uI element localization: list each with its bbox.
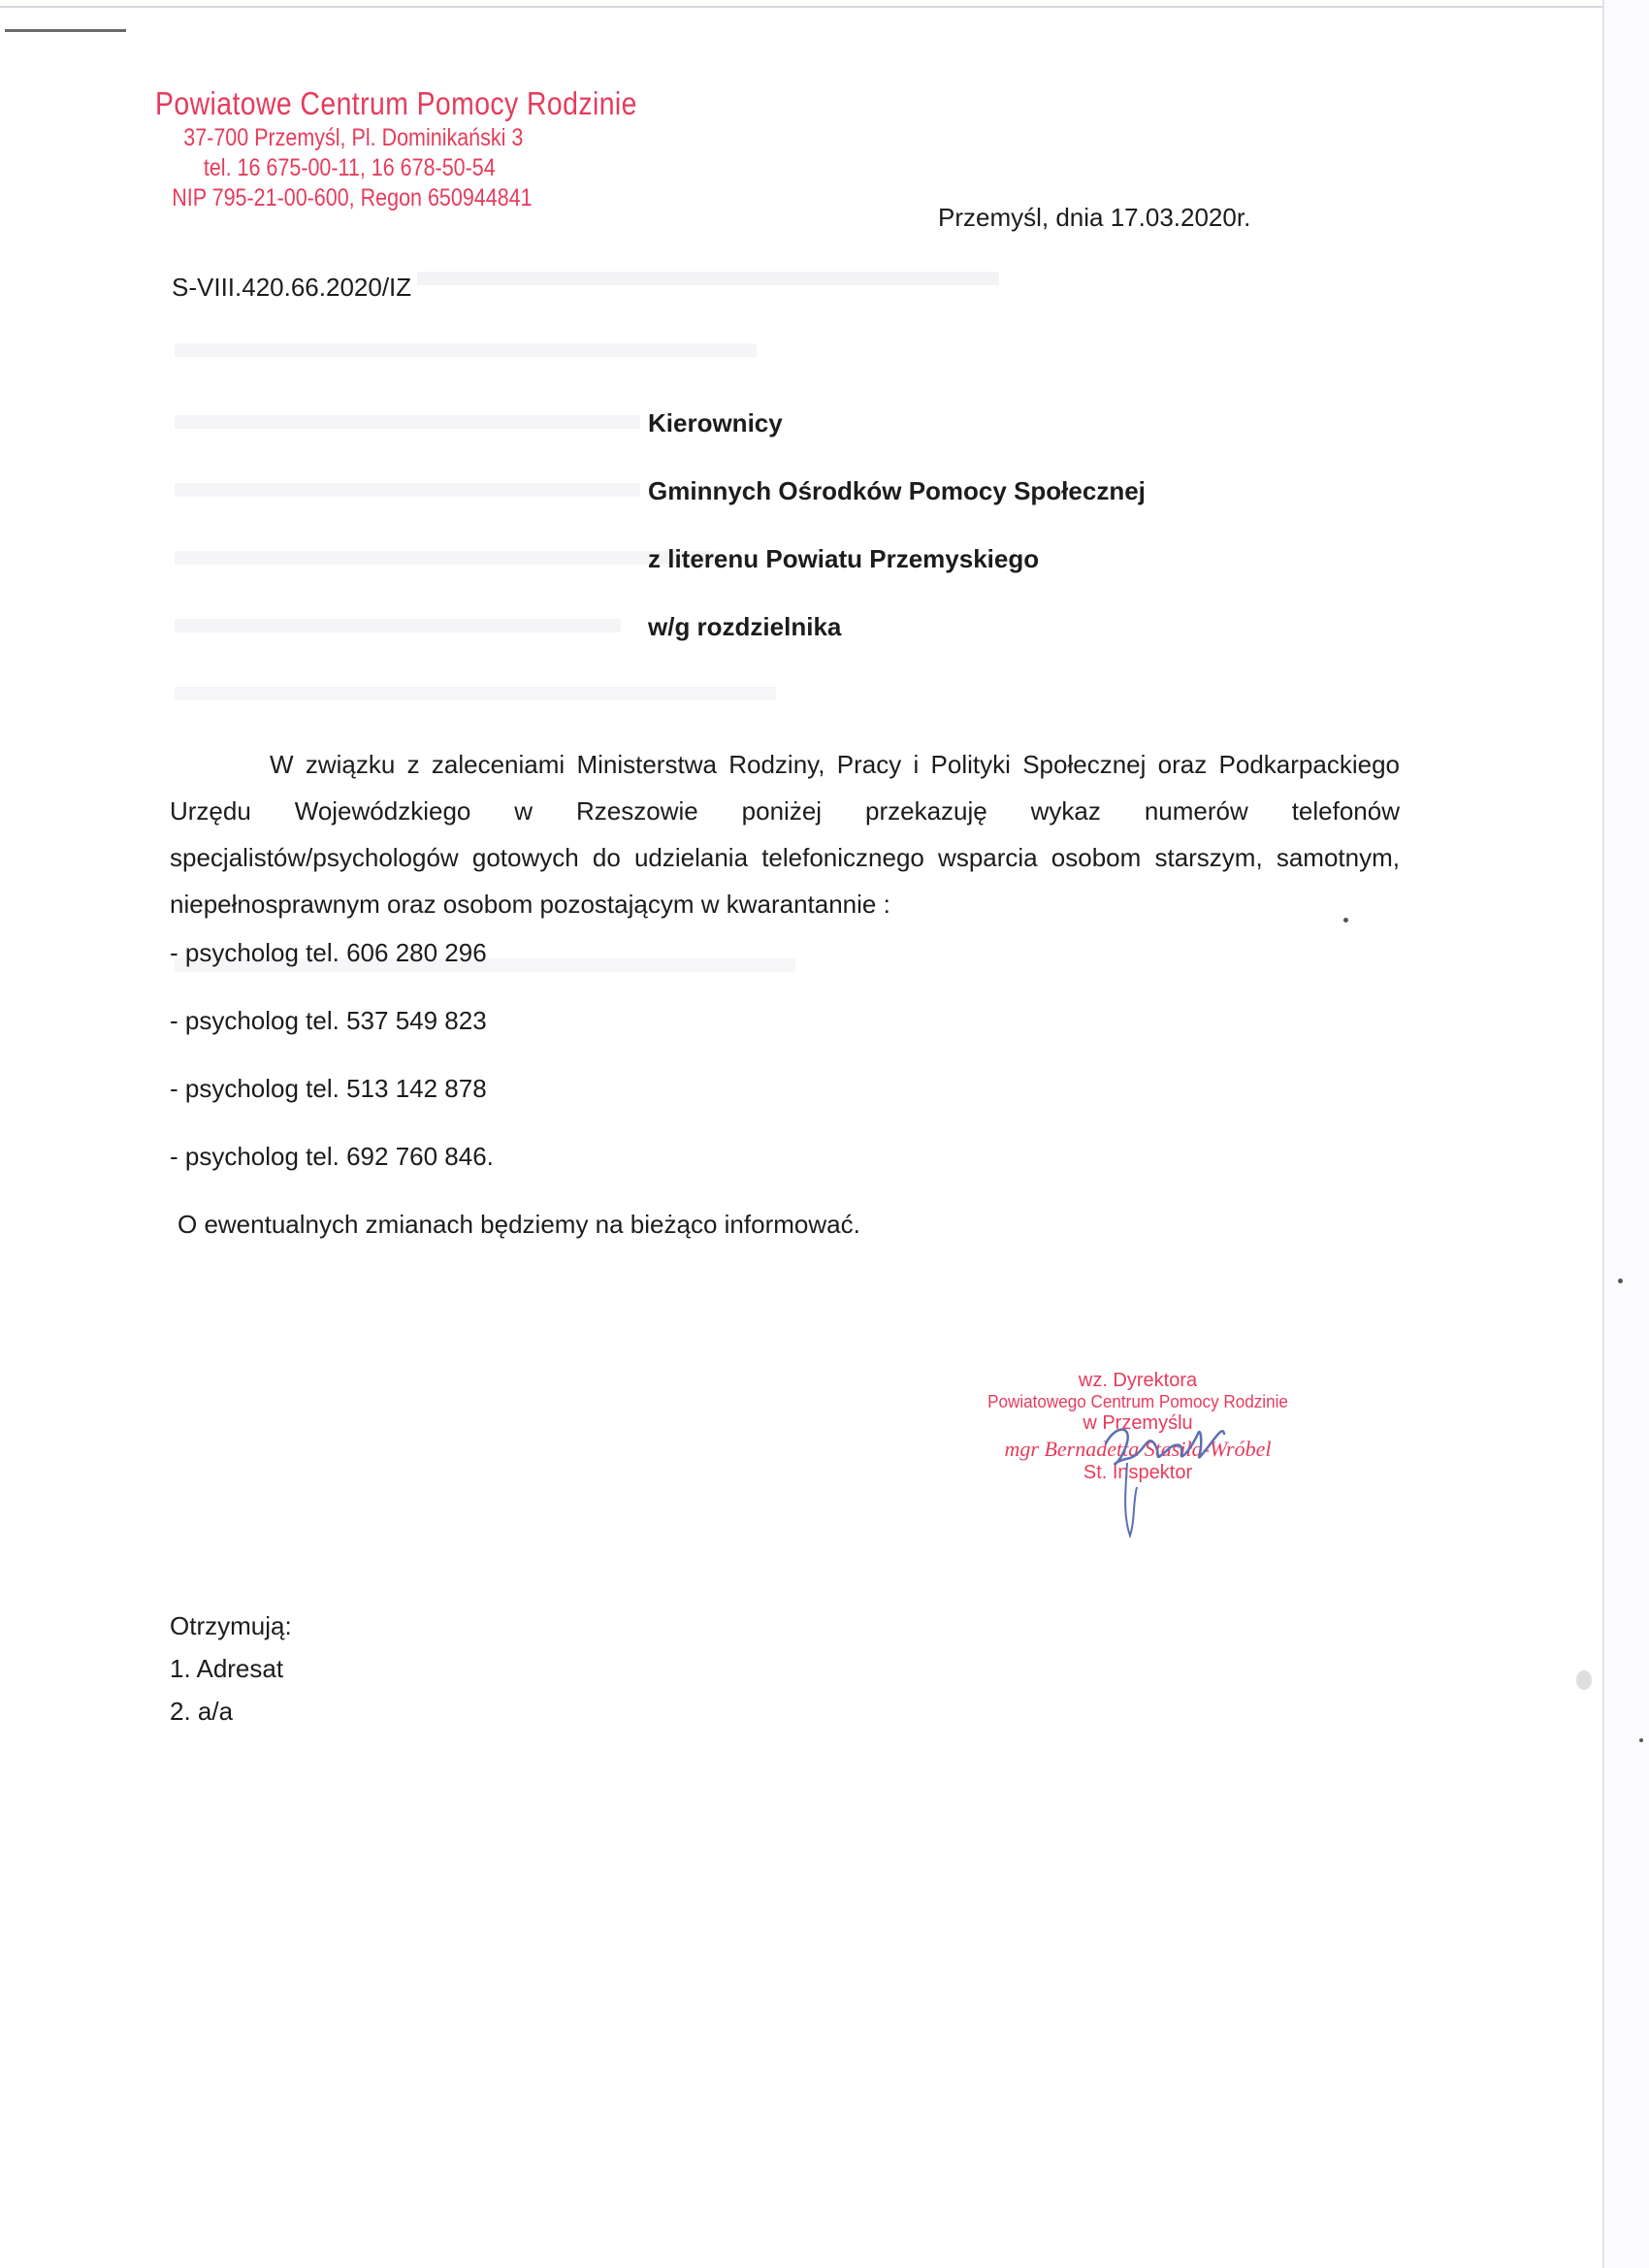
list-item: - psycholog tel. 537 549 823 — [170, 1006, 487, 1035]
signature-city: w Przemyślu — [1083, 1412, 1193, 1434]
reference-number: S-VIII.420.66.2020/IZ — [172, 273, 412, 302]
list-item: 1. Adresat — [170, 1654, 284, 1683]
scan-speck — [1576, 1670, 1592, 1690]
scan-speck — [1343, 918, 1348, 923]
signature-institution: Powiatowego Centrum Pomocy Rodzinie — [987, 1392, 1288, 1411]
list-item: - psycholog tel. 606 280 296 — [170, 938, 487, 967]
addressee-line-4: w/g rozdzielnika — [648, 612, 842, 641]
handwritten-signature — [1077, 1405, 1251, 1540]
institution-stamp — [155, 85, 637, 212]
scan-speck — [1618, 1279, 1623, 1283]
stamp-institution-name: Powiatowe Centrum Pomocy Rodzinie — [155, 85, 637, 121]
signature-title: wz. Dyrektora — [1078, 1370, 1198, 1391]
addressee-line-3: z literenu Powiatu Przemyskiego — [648, 544, 1040, 573]
signature-person-name: mgr Bernadetta Stasiła-Wróbel — [1004, 1437, 1272, 1461]
list-item: - psycholog tel. 513 142 878 — [170, 1074, 487, 1103]
stamp-address: 37-700 Przemyśl, Pl. Dominikański 3 — [183, 124, 524, 151]
document-date: Przemyśl, dnia 17.03.2020r. — [938, 203, 1251, 232]
addressee-line-1: Kierownicy — [648, 408, 783, 437]
scan-top-edge — [0, 6, 1602, 8]
closing-sentence: O ewentualnych zmianach będziemy na bieżąco informować. — [178, 1210, 860, 1239]
stamp-nip-regon: NIP 795-21-00-600, Regon 650944841 — [172, 184, 533, 211]
addressee-line-2: Gminnych Ośrodków Pomocy Społecznej — [648, 476, 1146, 505]
scan-speck — [1639, 1738, 1643, 1742]
stamp-phone: tel. 16 675-00-11, 16 678-50-54 — [203, 154, 496, 181]
scan-mark — [5, 29, 126, 32]
distribution-title: Otrzymują: — [170, 1611, 292, 1640]
list-item: - psycholog tel. 692 760 846. — [170, 1142, 494, 1171]
signature-position: St. Inspektor — [1083, 1462, 1193, 1483]
list-item: 2. a/a — [170, 1697, 234, 1726]
body-paragraph: W związku z zaleceniami Ministerstwa Rodziny, Pracy i Polityki Społecznej oraz Podkarpackiego Urzędu Wojewódzkiego w Rzeszowie poniżej przekazuję wykaz numerów telefonów specjalistów/psychologów gotowych do udzielania telefonicznego wsparcia osobom starszym, samotnym, niepełnosprawnym oraz osobom pozostającym w kwarantannie : — [170, 750, 1400, 919]
